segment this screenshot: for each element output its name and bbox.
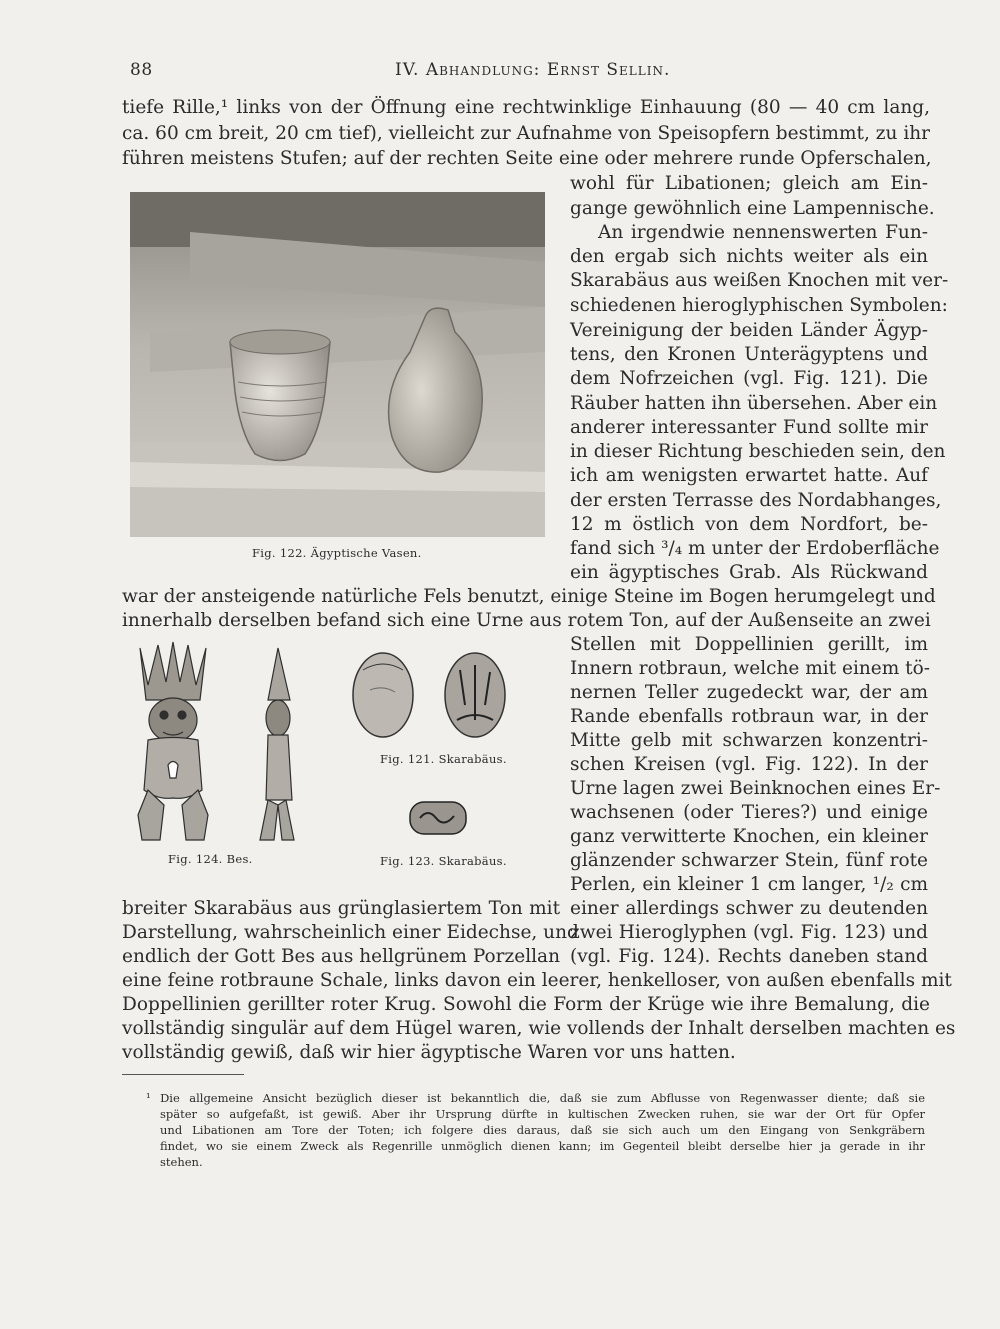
text-line: fand sich ³/₄ m unter der Erdoberfläche: [570, 538, 940, 559]
footnote-line: später so aufgefaßt, ist gewiß. Aber ihr Ursprung dürfte in kultischen Zwecken ruhen, sie war der Ort für Opfer: [160, 1107, 925, 1121]
text-line: einer allerdings schwer zu deutenden: [570, 898, 928, 919]
text-line: 12 m östlich von dem Nordfort, be-: [570, 514, 928, 535]
figure-121-scarab-drawing: [345, 650, 515, 744]
figure-123-scarab-drawing: [408, 800, 468, 840]
figure-122-caption: Fig. 122. Ägyptische Vasen.: [252, 546, 422, 560]
footnote-line: stehen.: [160, 1155, 203, 1169]
text-line: (vgl. Fig. 124). Rechts daneben stand: [570, 946, 928, 967]
text-line: zwei Hieroglyphen (vgl. Fig. 123) und: [570, 922, 928, 943]
text-line: breiter Skarabäus aus grünglasiertem Ton mit: [122, 898, 560, 919]
page-number: 88: [130, 60, 153, 80]
text-line: ein ägyptisches Grab. Als Rückwand: [570, 562, 928, 583]
text-line: der ersten Terrasse des Nordabhanges,: [570, 490, 942, 511]
text-line: schen Kreisen (vgl. Fig. 122). In der: [570, 754, 928, 775]
text-line: tens, den Kronen Unterägyptens und: [570, 344, 928, 365]
text-line: Skarabäus aus weißen Knochen mit ver-: [570, 270, 949, 291]
footnote-rule: [122, 1074, 244, 1075]
text-line: Stellen mit Doppellinien gerillt, im: [570, 634, 928, 655]
footnote-line: ¹ Die allgemeine Ansicht bezüglich dieser ist bekanntlich die, daß sie zum Abflusse von Regenwasser diente; daß sie: [146, 1091, 925, 1105]
text-line: tiefe Rille,¹ links von der Öffnung eine rechtwinklige Einhauung (80 — 40 cm lang,: [122, 97, 930, 118]
footnote-line: und Libationen am Tore der Toten; ich folgere dies daraus, daß sie sich auch um den Eingang von Senkgräbern: [160, 1123, 925, 1137]
text-line: nernen Teller zugedeckt war, der am: [570, 682, 928, 703]
figure-124-caption: Fig. 124. Bes.: [168, 852, 253, 866]
text-line: den ergab sich nichts weiter als ein: [570, 246, 928, 267]
text-line: vollständig singulär auf dem Hügel waren, wie vollends der Inhalt derselben machten es: [122, 1018, 956, 1039]
footnote-line: findet, wo sie einem Zweck als Regenrille unmöglich dienen kann; im Gegenteil bleibt derselbe hier ja gerade in ihr: [160, 1139, 925, 1153]
text-line: innerhalb derselben befand sich eine Urne aus rotem Ton, auf der Außenseite an zwei: [122, 610, 931, 631]
text-line: war der ansteigende natürliche Fels benutzt, einige Steine im Bogen herumgelegt und: [122, 586, 936, 607]
text-line: wachsenen (oder Tieres?) und einige: [570, 802, 928, 823]
figure-122-photo: [130, 192, 545, 537]
text-line: Rande ebenfalls rotbraun war, in der: [570, 706, 928, 727]
text-line: ganz verwitterte Knochen, ein kleiner: [570, 826, 928, 847]
text-line: glänzender schwarzer Stein, fünf rote: [570, 850, 928, 871]
text-line: anderer interessanter Fund sollte mir: [570, 417, 928, 438]
text-line: Vereinigung der beiden Länder Ägyp-: [570, 320, 928, 341]
figure-123-caption: Fig. 123. Skarabäus.: [380, 854, 507, 868]
text-line: schiedenen hieroglyphischen Symbolen:: [570, 295, 948, 316]
text-line: führen meistens Stufen; auf der rechten Seite eine oder mehrere runde Opferschalen,: [122, 148, 932, 169]
text-line: An irgendwie nennenswerten Fun-: [598, 222, 928, 243]
text-line: Doppellinien gerillter roter Krug. Sowohl die Form der Krüge wie ihre Bemalung, die: [122, 994, 930, 1015]
figure-124-bes-drawing: [128, 640, 308, 854]
text-line: eine feine rotbraune Schale, links davon ein leerer, henkelloser, von außen ebenfalls mit: [122, 970, 952, 991]
text-line: Mitte gelb mit schwarzen konzentri-: [570, 730, 928, 751]
text-line: vollständig gewiß, daß wir hier ägyptische Waren vor uns hatten.: [122, 1042, 736, 1063]
text-line: Darstellung, wahrscheinlich einer Eidechse, und: [122, 922, 579, 943]
text-line: wohl für Libationen; gleich am Ein-: [570, 173, 928, 194]
text-line: Perlen, ein kleiner 1 cm langer, ¹/₂ cm: [570, 874, 928, 895]
text-line: in dieser Richtung beschieden sein, den: [570, 441, 946, 462]
figure-121-caption: Fig. 121. Skarabäus.: [380, 752, 507, 766]
text-line: Räuber hatten ihn übersehen. Aber ein: [570, 393, 938, 414]
text-line: endlich der Gott Bes aus hellgrünem Porzellan: [122, 946, 560, 967]
text-line: gange gewöhnlich eine Lampennische.: [570, 198, 935, 219]
running-title: IV. Abhandlung: Ernst Sellin.: [395, 60, 671, 80]
text-line: Urne lagen zwei Beinknochen eines Er-: [570, 778, 941, 799]
text-line: ca. 60 cm breit, 20 cm tief), vielleicht zur Aufnahme von Speisopfern bestimmt, zu ihr: [122, 123, 930, 144]
text-line: dem Nofrzeichen (vgl. Fig. 121). Die: [570, 368, 928, 389]
text-line: Innern rotbraun, welche mit einem tö-: [570, 658, 931, 679]
text-line: ich am wenigsten erwartet hatte. Auf: [570, 465, 928, 486]
